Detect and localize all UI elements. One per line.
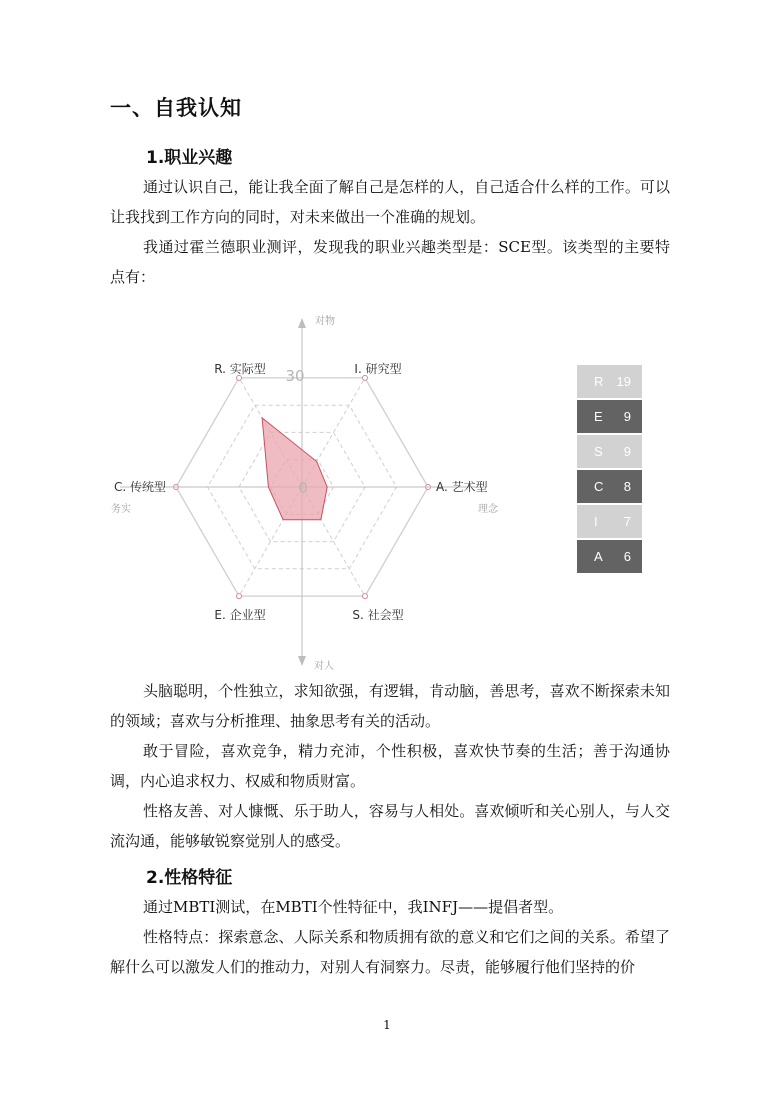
- score-code: E: [594, 409, 603, 424]
- subsection-title-personality: 2.性格特征: [146, 868, 233, 888]
- score-table: [577, 365, 642, 575]
- score-row: [577, 540, 642, 573]
- radar-vertex-dot: [237, 594, 242, 599]
- axis-arrow-down: [298, 656, 306, 666]
- score-value: 19: [616, 374, 631, 389]
- radar-axis-label: C. 传统型: [113, 480, 166, 494]
- score-value: 9: [623, 444, 631, 459]
- page-number: 1: [383, 1018, 391, 1032]
- score-value: 9: [623, 409, 631, 424]
- radar-labels: [111, 314, 499, 672]
- score-row: [577, 400, 642, 433]
- radar-axis-label: I. 研究型: [354, 362, 402, 376]
- direction-label-top: 对物: [315, 316, 335, 327]
- score-row: [577, 435, 642, 468]
- holland-radar-chart: [100, 310, 520, 680]
- score-row: [577, 365, 642, 398]
- paragraph-personality-traits: 性格特点：探索意念、人际关系和物质拥有欲的意义和它们之间的关系。希望了解什么可以激发人们的推动力，对别人有洞察力。尽责，能够履行他们坚持的价: [110, 928, 670, 976]
- score-value: 6: [623, 549, 631, 564]
- paragraph-trait-enterprising: 敢于冒险，喜欢竞争，精力充沛，个性积极，喜欢快节奏的生活；善于沟通协调，内心追求权力、权威和物质财富。: [110, 742, 670, 790]
- radar-vertex-dot: [363, 594, 368, 599]
- radar-tick-label-zero: 0: [298, 479, 308, 497]
- score-code: S: [594, 444, 603, 459]
- paragraph-intro: 通过认识自己，能让我全面了解自己是怎样的人，自己适合什么样的工作。可以让我找到工作方向的同时，对未来做出一个准确的规划。: [110, 178, 670, 226]
- subsection-title-career-interest: 1.职业兴趣: [146, 148, 233, 168]
- score-row: [577, 505, 642, 538]
- paragraph-holland-result: 我通过霍兰德职业测评，发现我的职业兴趣类型是：SCE型。该类型的主要特点有：: [110, 238, 670, 286]
- paragraph-trait-social: 性格友善、对人慷慨、乐于助人，容易与人相处。喜欢倾听和关心别人，与人交流沟通，能够敏锐察觉别人的感受。: [110, 802, 670, 850]
- radar-tick-label-max: 30: [285, 367, 305, 385]
- radar-axis-label: E. 企业型: [214, 608, 266, 622]
- score-value: 8: [623, 479, 631, 494]
- radar-axis-label: R. 实际型: [214, 362, 266, 376]
- score-value: 7: [623, 514, 631, 529]
- direction-label-right: 理念: [478, 504, 498, 515]
- score-code: C: [594, 479, 604, 494]
- score-code: A: [594, 549, 603, 564]
- axis-arrow-up: [298, 318, 306, 328]
- score-row: [577, 470, 642, 503]
- radar-data-polygon: [262, 418, 327, 520]
- radar-vertex-dot: [237, 375, 242, 380]
- radar-axis-label: A. 艺术型: [436, 480, 488, 494]
- section-title: 一、自我认知: [110, 96, 242, 120]
- score-code: I: [594, 514, 598, 529]
- direction-label-bottom: 对人: [314, 661, 334, 672]
- paragraph-trait-investigative: 头脑聪明，个性独立，求知欲强，有逻辑，肯动脑，善思考，喜欢不断探索未知的领域；喜欢与分析推理、抽象思考有关的活动。: [110, 682, 670, 730]
- radar-axis-label: S. 社会型: [352, 608, 404, 622]
- score-code: R: [594, 374, 604, 389]
- radar-vertex-dot: [363, 375, 368, 380]
- direction-label-left: 务实: [111, 504, 131, 515]
- paragraph-mbti: 通过MBTI测试，在MBTI个性特征中，我INFJ——提倡者型。: [143, 898, 564, 916]
